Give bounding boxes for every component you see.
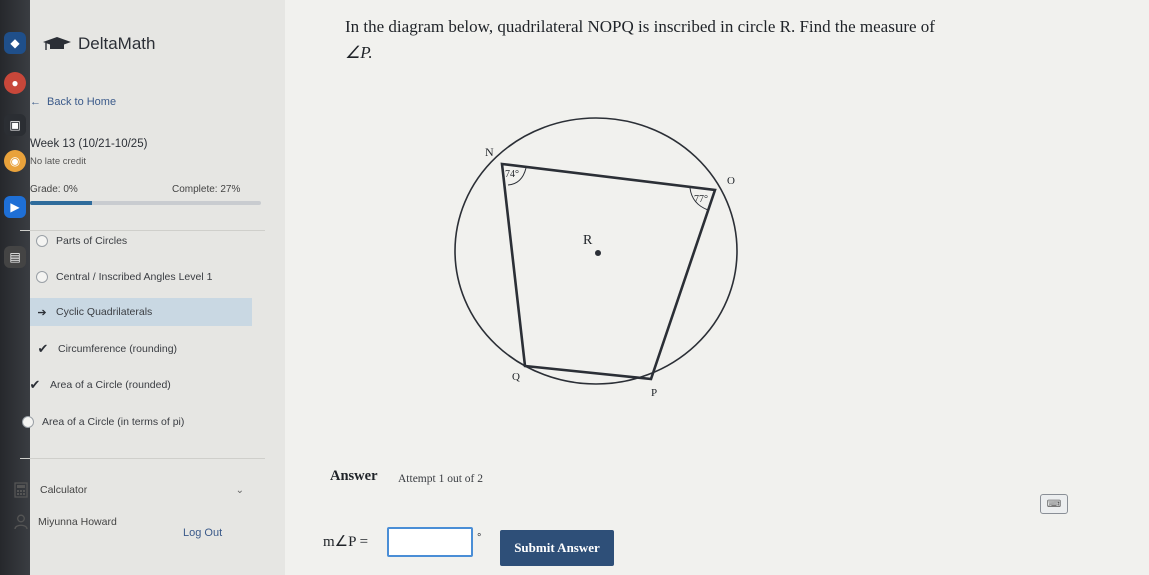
back-to-home-link[interactable] xyxy=(30,96,116,108)
complete-text: Complete: 27% xyxy=(172,184,241,195)
graduation-cap-icon xyxy=(42,36,72,52)
sidebar-item-label: Area of a Circle (rounded) xyxy=(50,379,171,391)
app-icon[interactable]: ▣ xyxy=(4,114,26,136)
radio-icon xyxy=(36,271,48,283)
user-name: Miyunna Howard xyxy=(38,516,117,528)
current-arrow-icon: ➔ xyxy=(37,306,47,319)
cyclic-quadrilateral-diagram xyxy=(440,112,750,402)
grade-text: Grade: 0% xyxy=(30,184,78,195)
brand-name: DeltaMath xyxy=(78,34,156,53)
sidebar-item-label: Cyclic Quadrilaterals xyxy=(56,306,153,318)
center-point xyxy=(595,250,601,256)
angle-o-label: 77° xyxy=(694,194,708,205)
calculator-label: Calculator xyxy=(40,484,88,496)
answer-expression: m∠P = xyxy=(323,534,369,550)
checkmark-icon: ✔ xyxy=(29,377,41,392)
user-profile xyxy=(14,514,117,530)
label-p: P xyxy=(651,387,658,399)
sidebar-item-central-inscribed-angles[interactable] xyxy=(30,263,252,291)
submit-answer-button[interactable]: Submit Answer xyxy=(500,530,614,566)
arrow-left-icon: ← xyxy=(30,96,41,108)
question-line-2: ∠P. xyxy=(345,43,373,62)
assignment-title: Week 13 (10/21-10/25) xyxy=(30,138,148,150)
sidebar-item-label: Area of a Circle (in terms of pi) xyxy=(42,416,185,428)
radio-icon xyxy=(22,416,34,428)
logout-link[interactable]: Log Out xyxy=(183,527,223,539)
late-policy: No late credit xyxy=(30,156,86,167)
checkmark-icon: ✔ xyxy=(37,341,49,356)
sidebar-item-label: Parts of Circles xyxy=(56,235,128,247)
question-text xyxy=(345,14,1045,66)
app-icon[interactable]: ▶ xyxy=(4,196,26,218)
sidebar-item-cyclic-quadrilaterals[interactable] xyxy=(30,298,252,326)
sidebar-item-label: Circumference (rounding) xyxy=(58,343,178,355)
label-n: N xyxy=(485,145,494,159)
answer-input[interactable] xyxy=(387,527,473,557)
label-r: R xyxy=(583,233,593,248)
question-line-1: In the diagram below, quadrilateral NOPQ is inscribed in circle R. Find the measure of xyxy=(345,17,935,36)
user-icon xyxy=(14,514,28,530)
label-o: O xyxy=(727,175,735,187)
degree-unit: ° xyxy=(477,532,482,544)
sidebar-item-parts-of-circles[interactable] xyxy=(30,227,252,255)
sidebar-item-area-rounded[interactable] xyxy=(22,371,244,399)
quadrilateral-nopq xyxy=(502,164,715,379)
sidebar-item-label: Central / Inscribed Angles Level 1 xyxy=(56,271,213,283)
sidebar-item-circumference[interactable] xyxy=(30,335,252,363)
progress-fill xyxy=(30,201,92,205)
attempt-counter: Attempt 1 out of 2 xyxy=(398,473,483,485)
divider xyxy=(20,458,265,459)
app-icon[interactable]: ◆ xyxy=(4,32,26,54)
radio-icon xyxy=(36,235,48,247)
sidebar-item-area-pi[interactable] xyxy=(16,408,238,436)
keyboard-icon[interactable]: ⌨ xyxy=(1040,494,1068,514)
label-q: Q xyxy=(512,371,520,383)
chevron-down-icon: ⌄ xyxy=(235,484,244,496)
calculator-icon xyxy=(14,482,28,498)
angle-n-label: 74° xyxy=(505,169,519,180)
app-icon[interactable]: ◉ xyxy=(4,150,26,172)
calculator-toggle[interactable] xyxy=(14,478,244,502)
brand[interactable] xyxy=(42,34,155,54)
progress-bar xyxy=(30,201,261,205)
app-icon[interactable]: ● xyxy=(4,72,26,94)
answer-heading: Answer xyxy=(330,468,378,484)
back-link-label: Back to Home xyxy=(47,96,117,108)
app-icon[interactable]: ▤ xyxy=(4,246,26,268)
